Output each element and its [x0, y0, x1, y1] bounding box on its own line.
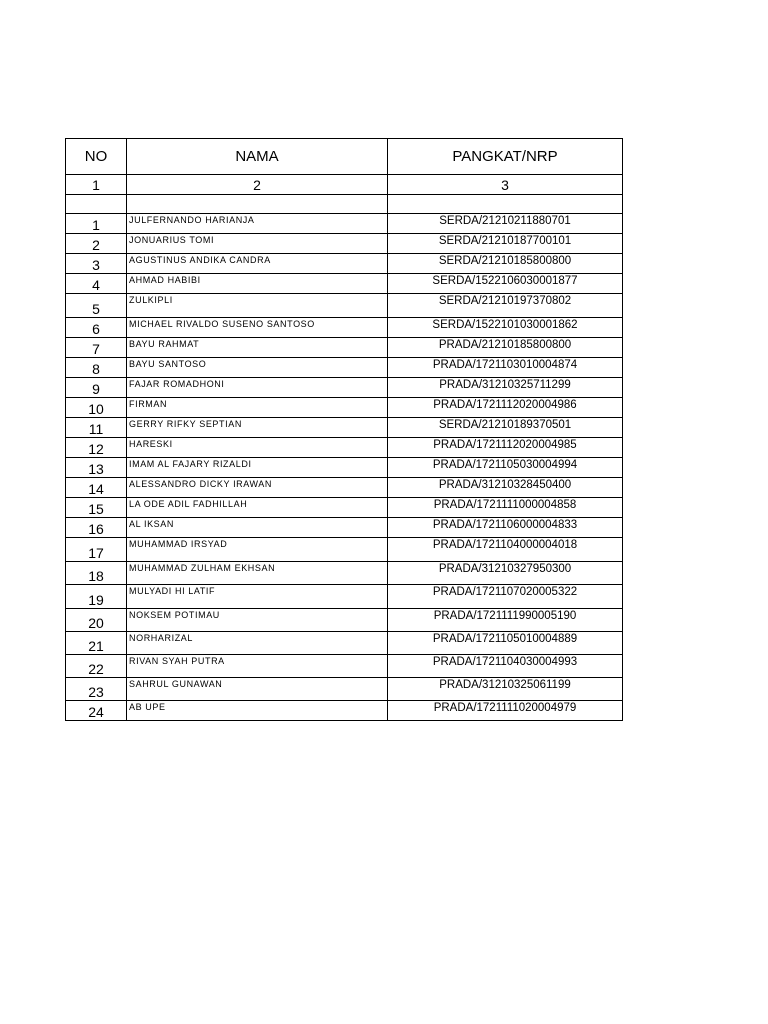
row-nama: ZULKIPLI [127, 294, 388, 318]
row-pangkat-nrp: PRADA/1721105030004994 [388, 458, 623, 478]
row-pangkat-nrp: SERDA/1522106030001877 [388, 274, 623, 294]
row-nama: AGUSTINUS ANDIKA CANDRA [127, 254, 388, 274]
column-index-2: 2 [127, 175, 388, 195]
row-pangkat-nrp: PRADA/1721105010004889 [388, 632, 623, 655]
table-row [66, 498, 623, 518]
row-pangkat-nrp: SERDA/1522101030001862 [388, 318, 623, 338]
row-pangkat-nrp: PRADA/1721111020004979 [388, 701, 623, 721]
row-no: 13 [66, 458, 127, 478]
row-no: 7 [66, 338, 127, 358]
row-nama: SAHRUL GUNAWAN [127, 678, 388, 701]
row-nama: RIVAN SYAH PUTRA [127, 655, 388, 678]
row-pangkat-nrp: PRADA/1721104000004018 [388, 538, 623, 562]
row-no: 12 [66, 438, 127, 458]
table-row [66, 458, 623, 478]
header-pangkat-nrp: PANGKAT/NRP [388, 139, 623, 175]
table-row [66, 318, 623, 338]
row-pangkat-nrp: SERDA/21210185800800 [388, 254, 623, 274]
row-pangkat-nrp: PRADA/21210185800800 [388, 338, 623, 358]
row-pangkat-nrp: PRADA/31210325711299 [388, 378, 623, 398]
table-row [66, 438, 623, 458]
row-no: 17 [66, 538, 127, 562]
row-pangkat-nrp: PRADA/1721111000004858 [388, 498, 623, 518]
row-no: 9 [66, 378, 127, 398]
header-row [66, 139, 623, 175]
row-pangkat-nrp: PRADA/31210327950300 [388, 562, 623, 585]
row-no: 1 [66, 214, 127, 234]
table-row [66, 214, 623, 234]
row-no: 18 [66, 562, 127, 585]
row-nama: AB UPE [127, 701, 388, 721]
table-row [66, 418, 623, 438]
row-nama: ALESSANDRO DICKY IRAWAN [127, 478, 388, 498]
row-pangkat-nrp: PRADA/1721107020005322 [388, 585, 623, 609]
table-row [66, 655, 623, 678]
row-no: 22 [66, 655, 127, 678]
table-row [66, 678, 623, 701]
blank-cell [388, 195, 623, 214]
table-row [66, 274, 623, 294]
personnel-table [65, 138, 623, 721]
column-index-1: 1 [66, 175, 127, 195]
table-row [66, 234, 623, 254]
row-no: 5 [66, 294, 127, 318]
table-row [66, 378, 623, 398]
row-nama: NOKSEM POTIMAU [127, 609, 388, 632]
row-no: 4 [66, 274, 127, 294]
row-no: 23 [66, 678, 127, 701]
row-no: 24 [66, 701, 127, 721]
table-row [66, 518, 623, 538]
row-nama: LA ODE ADIL FADHILLAH [127, 498, 388, 518]
table-row [66, 585, 623, 609]
blank-cell [66, 195, 127, 214]
table-row [66, 609, 623, 632]
row-nama: FAJAR ROMADHONI [127, 378, 388, 398]
blank-cell [127, 195, 388, 214]
row-no: 21 [66, 632, 127, 655]
header-no: NO [66, 139, 127, 175]
row-nama: MULYADI HI LATIF [127, 585, 388, 609]
table-row [66, 562, 623, 585]
row-pangkat-nrp: PRADA/31210328450400 [388, 478, 623, 498]
row-pangkat-nrp: PRADA/1721103010004874 [388, 358, 623, 378]
row-nama: AHMAD HABIBI [127, 274, 388, 294]
table-row [66, 478, 623, 498]
row-pangkat-nrp: SERDA/21210197370802 [388, 294, 623, 318]
row-pangkat-nrp: SERDA/21210189370501 [388, 418, 623, 438]
row-pangkat-nrp: PRADA/31210325061199 [388, 678, 623, 701]
row-pangkat-nrp: PRADA/1721112020004985 [388, 438, 623, 458]
table-row [66, 358, 623, 378]
row-nama: FIRMAN [127, 398, 388, 418]
header-nama: NAMA [127, 139, 388, 175]
row-no: 14 [66, 478, 127, 498]
row-no: 16 [66, 518, 127, 538]
row-pangkat-nrp: PRADA/1721111990005190 [388, 609, 623, 632]
row-nama: HARESKI [127, 438, 388, 458]
row-nama: JONUARIUS TOMI [127, 234, 388, 254]
row-no: 6 [66, 318, 127, 338]
row-nama: MICHAEL RIVALDO SUSENO SANTOSO [127, 318, 388, 338]
row-nama: BAYU RAHMAT [127, 338, 388, 358]
row-pangkat-nrp: SERDA/21210211880701 [388, 214, 623, 234]
table-row [66, 338, 623, 358]
column-index-3: 3 [388, 175, 623, 195]
row-nama: GERRY RIFKY SEPTIAN [127, 418, 388, 438]
row-nama: JULFERNANDO HARIANJA [127, 214, 388, 234]
table-row [66, 701, 623, 721]
row-no: 8 [66, 358, 127, 378]
row-nama: MUHAMMAD ZULHAM EKHSAN [127, 562, 388, 585]
table-row [66, 294, 623, 318]
row-pangkat-nrp: PRADA/1721104030004993 [388, 655, 623, 678]
row-no: 2 [66, 234, 127, 254]
row-no: 15 [66, 498, 127, 518]
row-no: 19 [66, 585, 127, 609]
row-nama: NORHARIZAL [127, 632, 388, 655]
row-pangkat-nrp: SERDA/21210187700101 [388, 234, 623, 254]
row-pangkat-nrp: PRADA/1721112020004986 [388, 398, 623, 418]
row-pangkat-nrp: PRADA/1721106000004833 [388, 518, 623, 538]
row-no: 3 [66, 254, 127, 274]
row-nama: AL IKSAN [127, 518, 388, 538]
row-no: 11 [66, 418, 127, 438]
blank-row [66, 195, 623, 214]
row-no: 20 [66, 609, 127, 632]
row-no: 10 [66, 398, 127, 418]
row-nama: IMAM AL FAJARY RIZALDI [127, 458, 388, 478]
row-nama: MUHAMMAD IRSYAD [127, 538, 388, 562]
column-index-row [66, 175, 623, 195]
table-row [66, 632, 623, 655]
table-row [66, 398, 623, 418]
table-row [66, 254, 623, 274]
row-nama: BAYU SANTOSO [127, 358, 388, 378]
table-row [66, 538, 623, 562]
